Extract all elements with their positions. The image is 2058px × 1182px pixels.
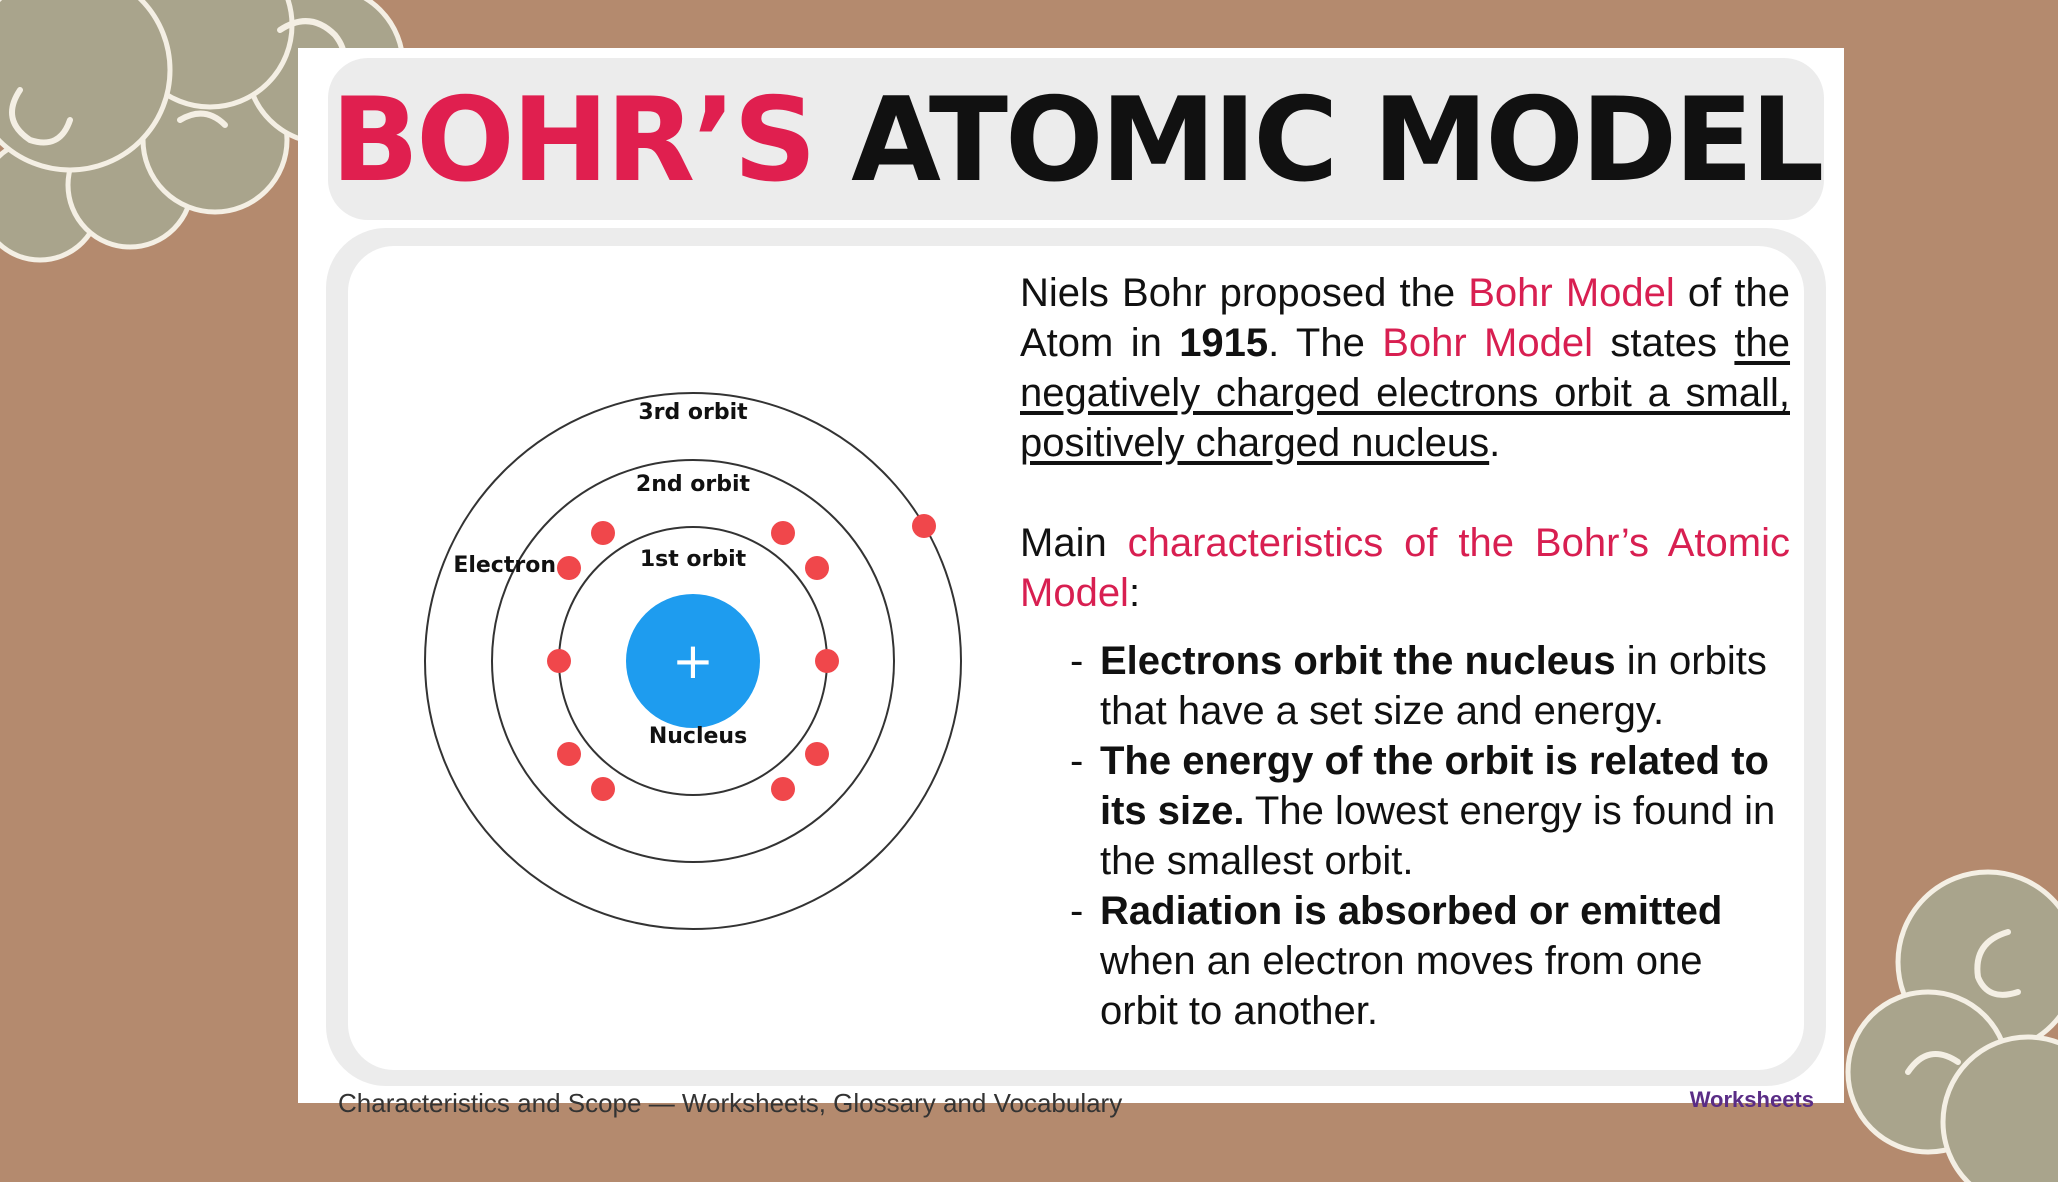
intro-text: . The [1268, 321, 1383, 365]
intro-paragraph [1020, 268, 1790, 468]
electron-label: Electron [453, 553, 556, 578]
worksheets-logo: Worksheets [1689, 1087, 1814, 1112]
intro-text: Niels Bohr proposed the [1020, 271, 1469, 315]
title-bar [328, 58, 1824, 220]
list-item-text: The lowest energy is found in the smallest orbit. [1100, 789, 1776, 883]
intro-text: . [1489, 421, 1501, 465]
cloud-decoration-right [1838, 842, 2058, 1182]
intro-text: states [1592, 321, 1735, 365]
orbit-1-label: 1st orbit [639, 547, 747, 572]
orbit-3-label: 3rd orbit [638, 400, 748, 425]
heading-highlight: characteristics of the Bohr’s Atomic Model [1020, 521, 1790, 615]
orbit-2-label: 2nd orbit [635, 472, 751, 497]
heading-text: Main [1020, 521, 1128, 565]
electron [912, 514, 936, 538]
electron [771, 777, 795, 801]
list-item [1070, 636, 1790, 736]
list-item-text: when an electron moves from one orbit to another. [1100, 939, 1703, 1033]
content-panel [348, 246, 1804, 1070]
title-part-bohrs: BOHR’S [330, 73, 814, 208]
nucleus-plus-sign: + [672, 632, 714, 690]
electron [771, 521, 795, 545]
electron [805, 556, 829, 580]
electron [557, 742, 581, 766]
characteristics-list [1020, 636, 1790, 1036]
content-frame [326, 228, 1826, 1086]
nucleus-label: Nucleus [648, 724, 748, 749]
title-part-atomic-model: ATOMIC MODEL [851, 73, 1822, 208]
electron [815, 649, 839, 673]
characteristics-heading [1020, 518, 1790, 618]
list-item [1070, 736, 1790, 886]
footer-text: Characteristics and Scope — Worksheets, Glossary and Vocabulary [338, 1088, 1123, 1118]
slide-card [298, 48, 1844, 1118]
intro-year: 1915 [1179, 321, 1269, 365]
electron [805, 742, 829, 766]
intro-highlight: Bohr Model [1382, 321, 1593, 365]
list-item-bold: The energy of the orbit is related to its size. [1100, 739, 1769, 833]
page-title [328, 73, 1824, 208]
list-item-text: in orbits that have a set size and energy. [1100, 639, 1767, 733]
electron [591, 521, 615, 545]
list-item-bold: Radiation is absorbed or emitted [1100, 889, 1723, 933]
intro-highlight: Bohr Model [1468, 271, 1675, 315]
description-column [1020, 268, 1790, 1036]
intro-underlined-statement: the negatively charged electrons orbit a small, positively charged nucleus [1020, 321, 1791, 465]
electron [591, 777, 615, 801]
electron [557, 556, 581, 580]
list-item [1070, 886, 1790, 1036]
footer-strip [298, 1087, 1844, 1118]
electron [547, 649, 571, 673]
heading-text: : [1128, 571, 1141, 615]
list-item-bold: Electrons orbit the nucleus [1100, 639, 1616, 683]
bohr-atom-diagram [393, 361, 993, 961]
intro-text: of the Atom in [1020, 271, 1790, 365]
